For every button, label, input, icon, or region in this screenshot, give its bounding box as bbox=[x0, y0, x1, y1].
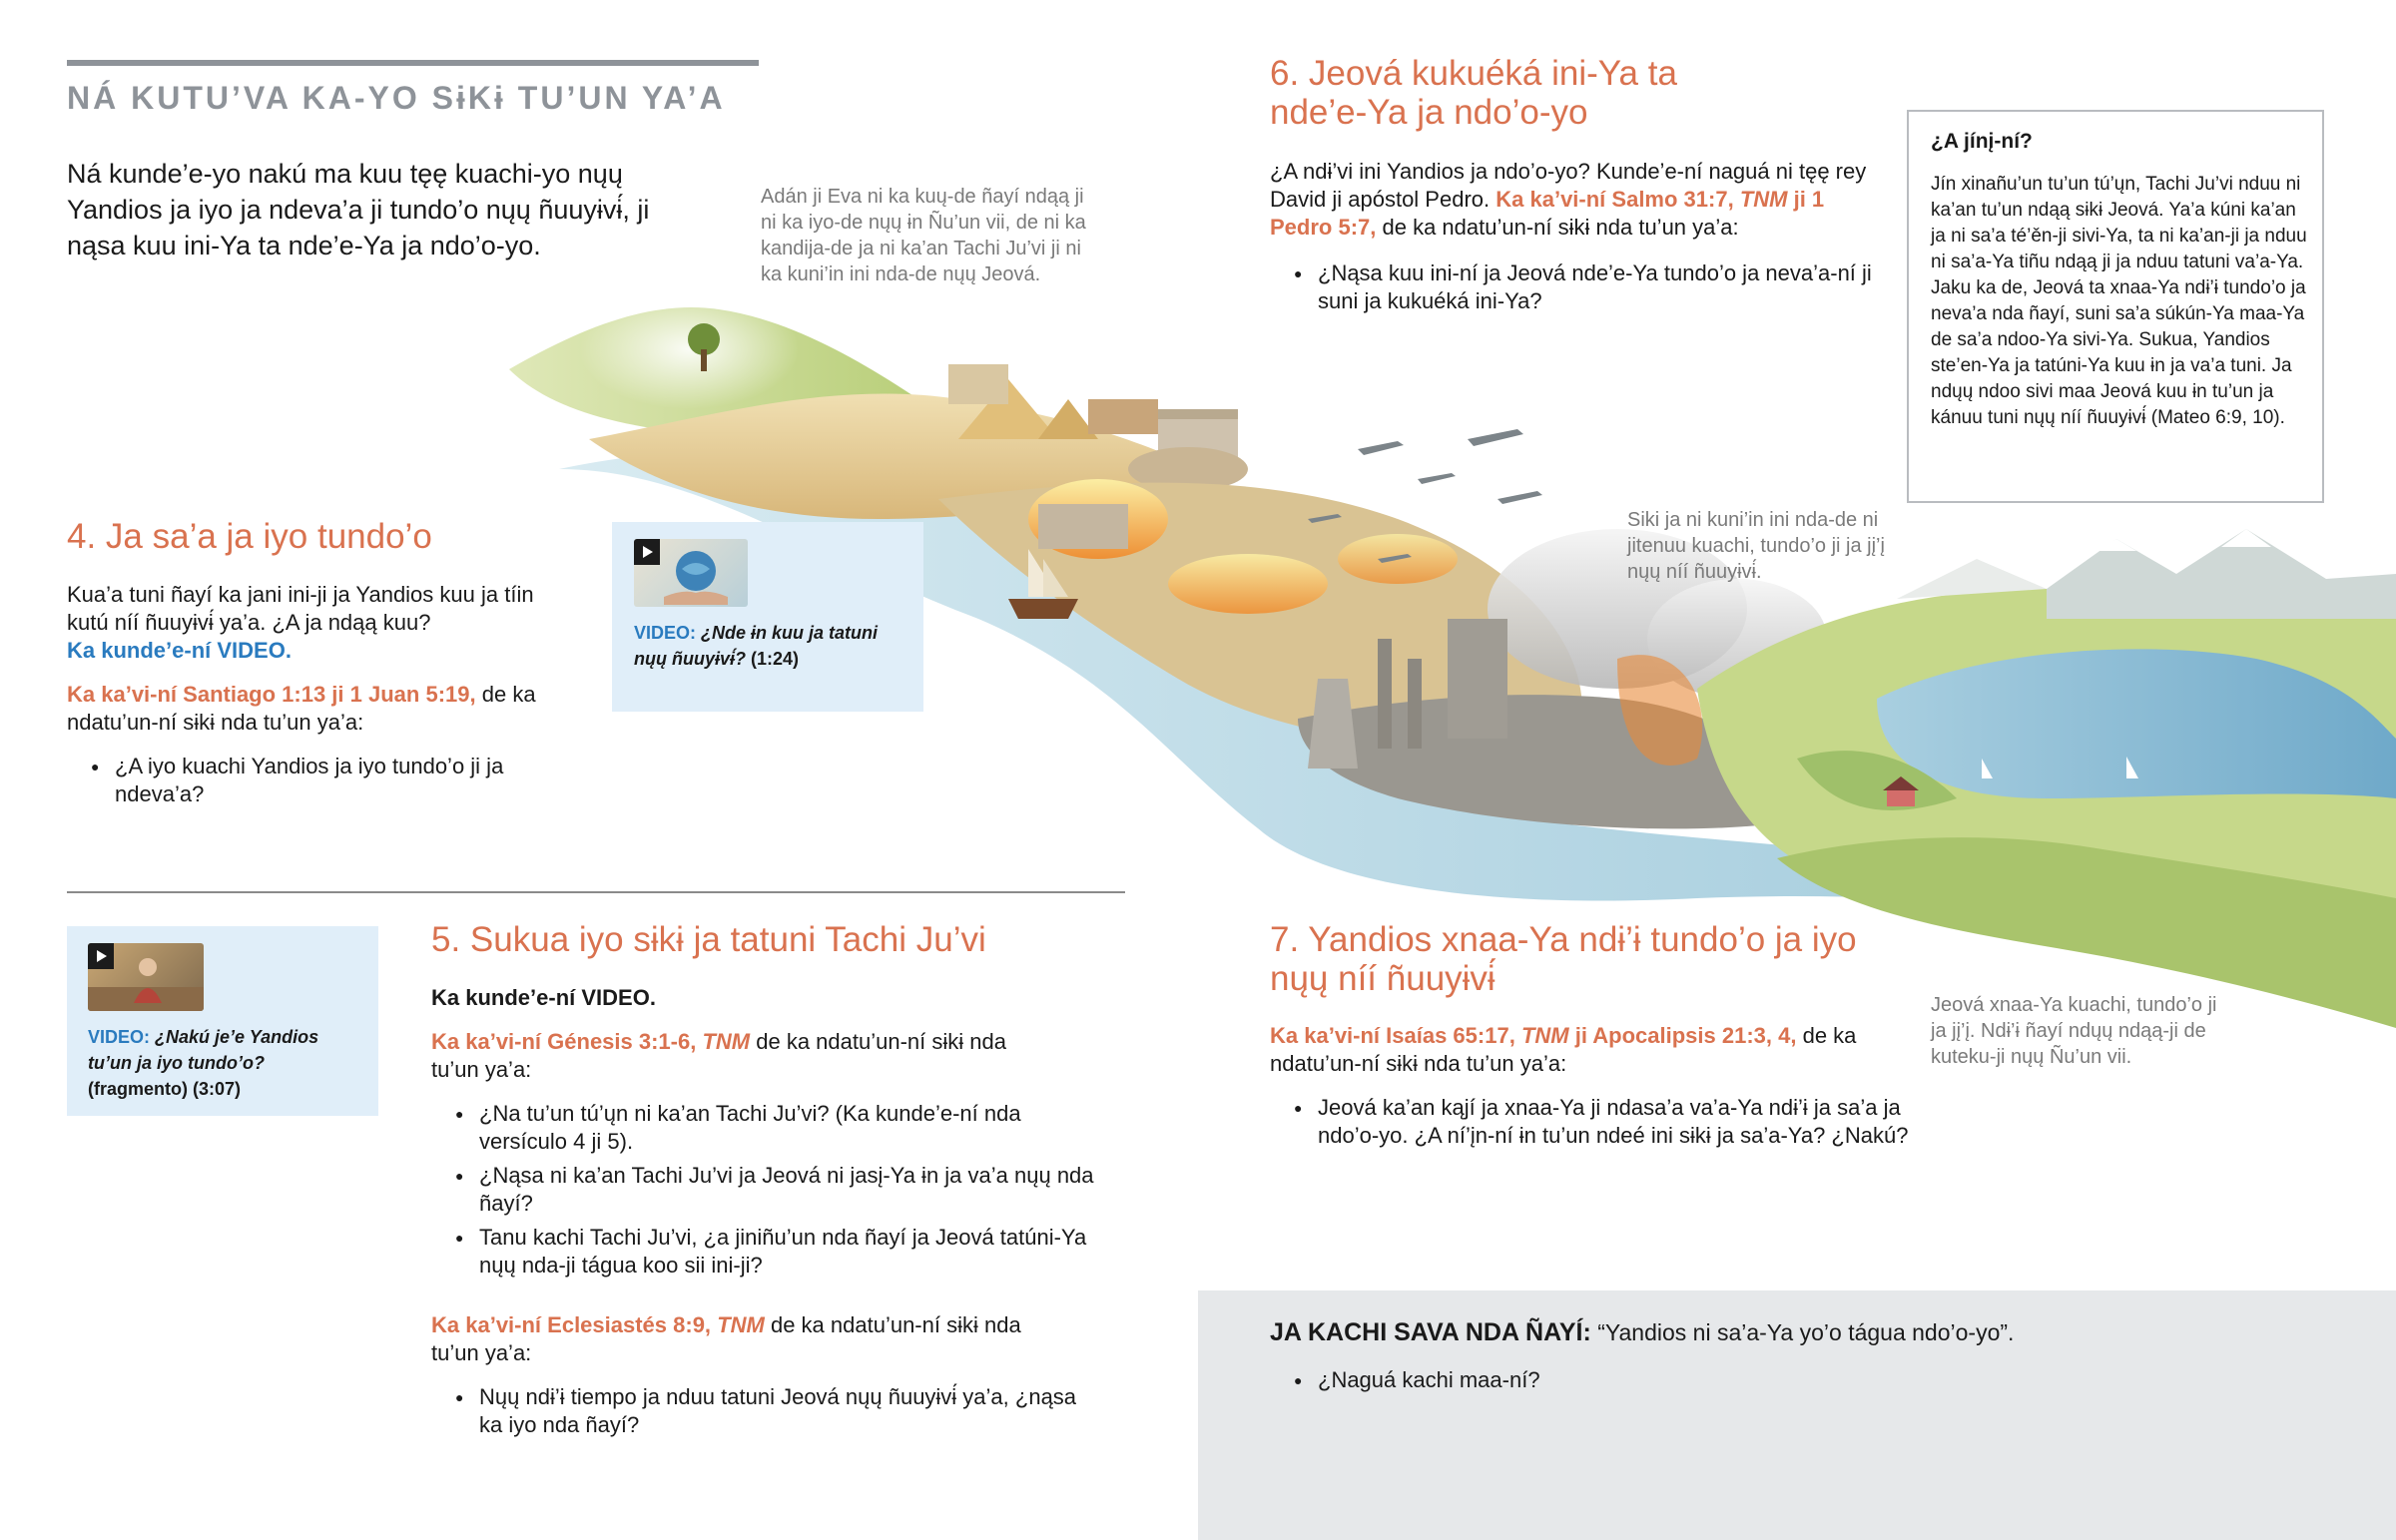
section-7-title bbox=[1270, 920, 1929, 998]
section-7-ref-tail: de ka ndatu’un-ní sɨkɨ nda tu’un ya’a: bbox=[1270, 1023, 1857, 1076]
section-4-questions bbox=[67, 753, 594, 814]
page-kicker: NÁ KUTU’VA KA-YO SɨKɨ TU’UN YA’A bbox=[67, 80, 726, 116]
section-7-title-line-2: nųų níí ñuuyɨvɨ́ bbox=[1270, 959, 1496, 998]
video-title: ¿Nakú je’e Yandios tu’un ja iyo tundo’o? bbox=[88, 1027, 319, 1073]
section-4-video-link[interactable]: Ka kunde’e-ní VIDEO. bbox=[67, 638, 292, 663]
section-6-title-line-2: nde’e-Ya ja ndo’o-yo bbox=[1270, 93, 1588, 132]
section-6-question: ¿A ndɨ’vi ini Yandios ja ndo’o-yo? Kunde’e-ní naguá ni tęę rey David ji apóstol Pedro. bbox=[1270, 159, 1867, 212]
section-5-ref-tail: de ka ndatu’un-ní sɨkɨ nda tu’un ya’a: bbox=[431, 1312, 1021, 1365]
tnm-label: TNM bbox=[1520, 1023, 1569, 1048]
caption-adan-eva: Adán ji Eva ni ka kuų-de ñayí ndąą ji ni ka iyo-de nųų ɨn Ñu’un vii, de ni ka kandija-de ja ni ka’an Tachi Ju’vi ji ni ka kuni’in ini nda-de nųų Jeová. bbox=[761, 186, 1086, 285]
list-item: ● Jeová ka’an kąjí ja xnaa-Ya ji ndasa’a va’a-Ya ndɨ’ɨ ja sa’a ja ndo’o-yo. ¿A ní’įn-ní ɨn tu’un ndeé ini sɨkɨ ja sa’a-Ya? ¿Nakú? bbox=[1318, 1094, 1917, 1150]
section-7-questions bbox=[1270, 1094, 1917, 1156]
did-you-know-box bbox=[1907, 110, 2324, 503]
did-you-know-title: ¿A jínį-ní? bbox=[1931, 130, 2033, 153]
section-5-scripture-1[interactable]: Ka ka’vi-ní Génesis 3:1-6, bbox=[431, 1029, 697, 1054]
video-1-label[interactable] bbox=[634, 620, 903, 672]
section-4-text bbox=[67, 581, 566, 665]
section-6-questions bbox=[1270, 259, 1917, 321]
did-you-know-text: Jín xinañu’un tu’un tú’ųn, Tachi Ju’vi nduu ni ka’an tu’un ndąą sɨkɨ Jeová. Ya’a kúni ka’an ja ni sa’a té’ěn-ji sivi-Ya, ta ni ka’an-ji ja nduu ni sa’a-Ya tiñu ndąą ji ja nduu tatuni va’a-Ya. Jaku ka de, Jeová ta xnaa-Ya ndɨ’ɨ tundo’o ja neva’a nda ñayí, suni sa’a súkún-Ya maa-Ya de sa’a ndoo-Ya sivi-Ya. Sukua, Yandios ste’en-Ya ja tatúni-Ya kuu ɨn ja va’a tuni. Ja ndųų ndoo sivi maa Jeová kuu ɨn tu’un ja kánuu tuni nųų níí ñuuyɨvɨ́ (Mateo 6:9, 10). bbox=[1931, 174, 2307, 428]
section-4-scripture[interactable]: Ka ka’vi-ní Santiago 1:13 ji 1 Juan 5:19, bbox=[67, 682, 476, 707]
section-5-ref-tail: de ka ndatu’un-ní sɨkɨ nda tu’un ya’a: bbox=[431, 1029, 1006, 1082]
caption-jeova-xnaa: Jeová xnaa-Ya kuachi, tundo’o ji ja jį’į. Ndɨ’ɨ ñayí ndųų ndąą-ji de kuteku-ji nųų Ñu’un vii. bbox=[1931, 994, 2217, 1068]
section-6-scripture-2[interactable]: ji 1 Pedro 5:7, bbox=[1270, 187, 1825, 240]
video-box-1[interactable] bbox=[612, 522, 923, 712]
play-icon[interactable] bbox=[88, 943, 114, 969]
list-item: ● ¿A iyo kuachi Yandios ja iyo tundo’o ji ja ndeva’a? bbox=[115, 753, 594, 808]
list-item: ● ¿Naguá kachi maa-ní? bbox=[1318, 1366, 2216, 1394]
list-item: ● ¿Nąsa ni ka’an Tachi Ju’vi ja Jeová ni jasį-Ya ɨn ja va’a nųų nda ñayí? bbox=[479, 1162, 1098, 1218]
video-duration: (fragmento) (3:07) bbox=[88, 1079, 242, 1099]
play-icon[interactable] bbox=[634, 539, 660, 565]
section-6-text bbox=[1270, 158, 1879, 242]
section-6-title-line-1: 6. Jeová kukuéká ini-Ya ta bbox=[1270, 54, 1677, 93]
some-people-say-questions bbox=[1270, 1366, 2216, 1400]
section-6-ref-tail: de ka ndatu’un-ní sɨkɨ nda tu’un ya’a: bbox=[1382, 215, 1739, 240]
video-thumbnail[interactable] bbox=[88, 943, 204, 1011]
section-6-scripture-1[interactable]: Ka ka’vi-ní Salmo 31:7, bbox=[1496, 187, 1734, 212]
video-duration: (1:24) bbox=[751, 649, 800, 669]
video-tag: VIDEO: bbox=[88, 1027, 151, 1047]
section-5-reference-1 bbox=[431, 1028, 1030, 1084]
section-divider bbox=[67, 891, 1125, 893]
section-5-video-link[interactable]: Ka kunde’e-ní VIDEO. bbox=[431, 985, 656, 1010]
section-7-scripture-2[interactable]: ji Apocalipsis 21:3, 4, bbox=[1574, 1023, 1797, 1048]
section-5-title: 5. Sukua iyo sɨkɨ ja tatuni Tachi Ju’vi bbox=[431, 920, 986, 959]
section-6-title bbox=[1270, 54, 1869, 132]
video-title: ¿Nde ɨn kuu ja tatuni nųų ñuuyɨvɨ́? bbox=[634, 623, 879, 669]
list-item: ● Nųų ndɨ’ɨ tiempo ja nduu tatuni Jeová nųų ñuuyɨvɨ́ ya’a, ¿nąsa ka iyo nda ñayí? bbox=[479, 1383, 1098, 1439]
header-rule bbox=[67, 60, 759, 66]
section-7-scripture-1[interactable]: Ka ka’vi-ní Isaías 65:17, bbox=[1270, 1023, 1515, 1048]
list-item: ● Tanu kachi Tachi Ju’vi, ¿a jiniñu’un nda ñayí ja Jeová tatúni-Ya nųų nda-ji tágua koo sii ini-ji? bbox=[479, 1224, 1098, 1280]
section-5-questions-2 bbox=[431, 1383, 1098, 1445]
section-5-questions-1 bbox=[431, 1100, 1098, 1285]
video-box-2[interactable] bbox=[67, 926, 378, 1116]
list-item: ● ¿Nąsa kuu ini-ní ja Jeová nde’e-Ya tundo’o ja neva’a-ní ji suni ja kukuéká ini-Ya? bbox=[1318, 259, 1917, 315]
tnm-label: TNM bbox=[1739, 187, 1788, 212]
some-people-say-panel bbox=[1198, 1290, 2396, 1540]
some-people-say-line bbox=[1270, 1318, 2348, 1346]
section-4-reference bbox=[67, 681, 566, 737]
page-intro: Ná kunde’e-yo nakú ma kuu tęę kuachi-yo nųų Yandios ja iyo ja ndeva’a ji tundo’o nųų ñuuyɨvɨ́, ji nąsa kuu ini-Ya ta nde’e-Ya ja ndo’o-yo. bbox=[67, 159, 650, 260]
video-2-label[interactable] bbox=[88, 1024, 357, 1102]
section-4-title: 4. Ja sa’a ja iyo tundo’o bbox=[67, 517, 432, 556]
tnm-label: TNM bbox=[717, 1312, 765, 1337]
caption-siki-kuachi: Siki ja ni kuni’in ini nda-de ni jitenuu kuachi, tundo’o ji ja jį’į nųų níí ñuuyɨvɨ́. bbox=[1627, 509, 1885, 583]
section-5-scripture-2[interactable]: Ka ka’vi-ní Eclesiastés 8:9, bbox=[431, 1312, 712, 1337]
list-item: ● ¿Na tu’un tú’ųn ni ka’an Tachi Ju’vi? (Ka kunde’e-ní nda versículo 4 ji 5). bbox=[479, 1100, 1098, 1156]
some-people-say-label: JA KACHI SAVA NDA ÑAYÍ: bbox=[1270, 1318, 1591, 1346]
video-tag: VIDEO: bbox=[634, 623, 697, 643]
section-4-ref-tail: de ka ndatu’un-ní sɨkɨ nda tu’un ya’a: bbox=[67, 682, 536, 735]
section-7-reference bbox=[1270, 1022, 1889, 1078]
section-5-reference-2 bbox=[431, 1311, 1050, 1367]
section-7-title-line-1: 7. Yandios xnaa-Ya ndɨ’ɨ tundo’o ja iyo bbox=[1270, 920, 1857, 959]
tnm-label: TNM bbox=[702, 1029, 751, 1054]
section-4-question: Kua’a tuni ñayí ka jani ini-ji ja Yandios kuu ja tíin kutú níí ñuuyɨvɨ́ ya’a. ¿A ja ndąą kuu? bbox=[67, 582, 534, 635]
video-thumbnail[interactable] bbox=[634, 539, 748, 607]
some-people-say-quote: “Yandios ni sa’a-Ya yo’o tágua ndo’o-yo”. bbox=[1597, 1319, 2015, 1345]
